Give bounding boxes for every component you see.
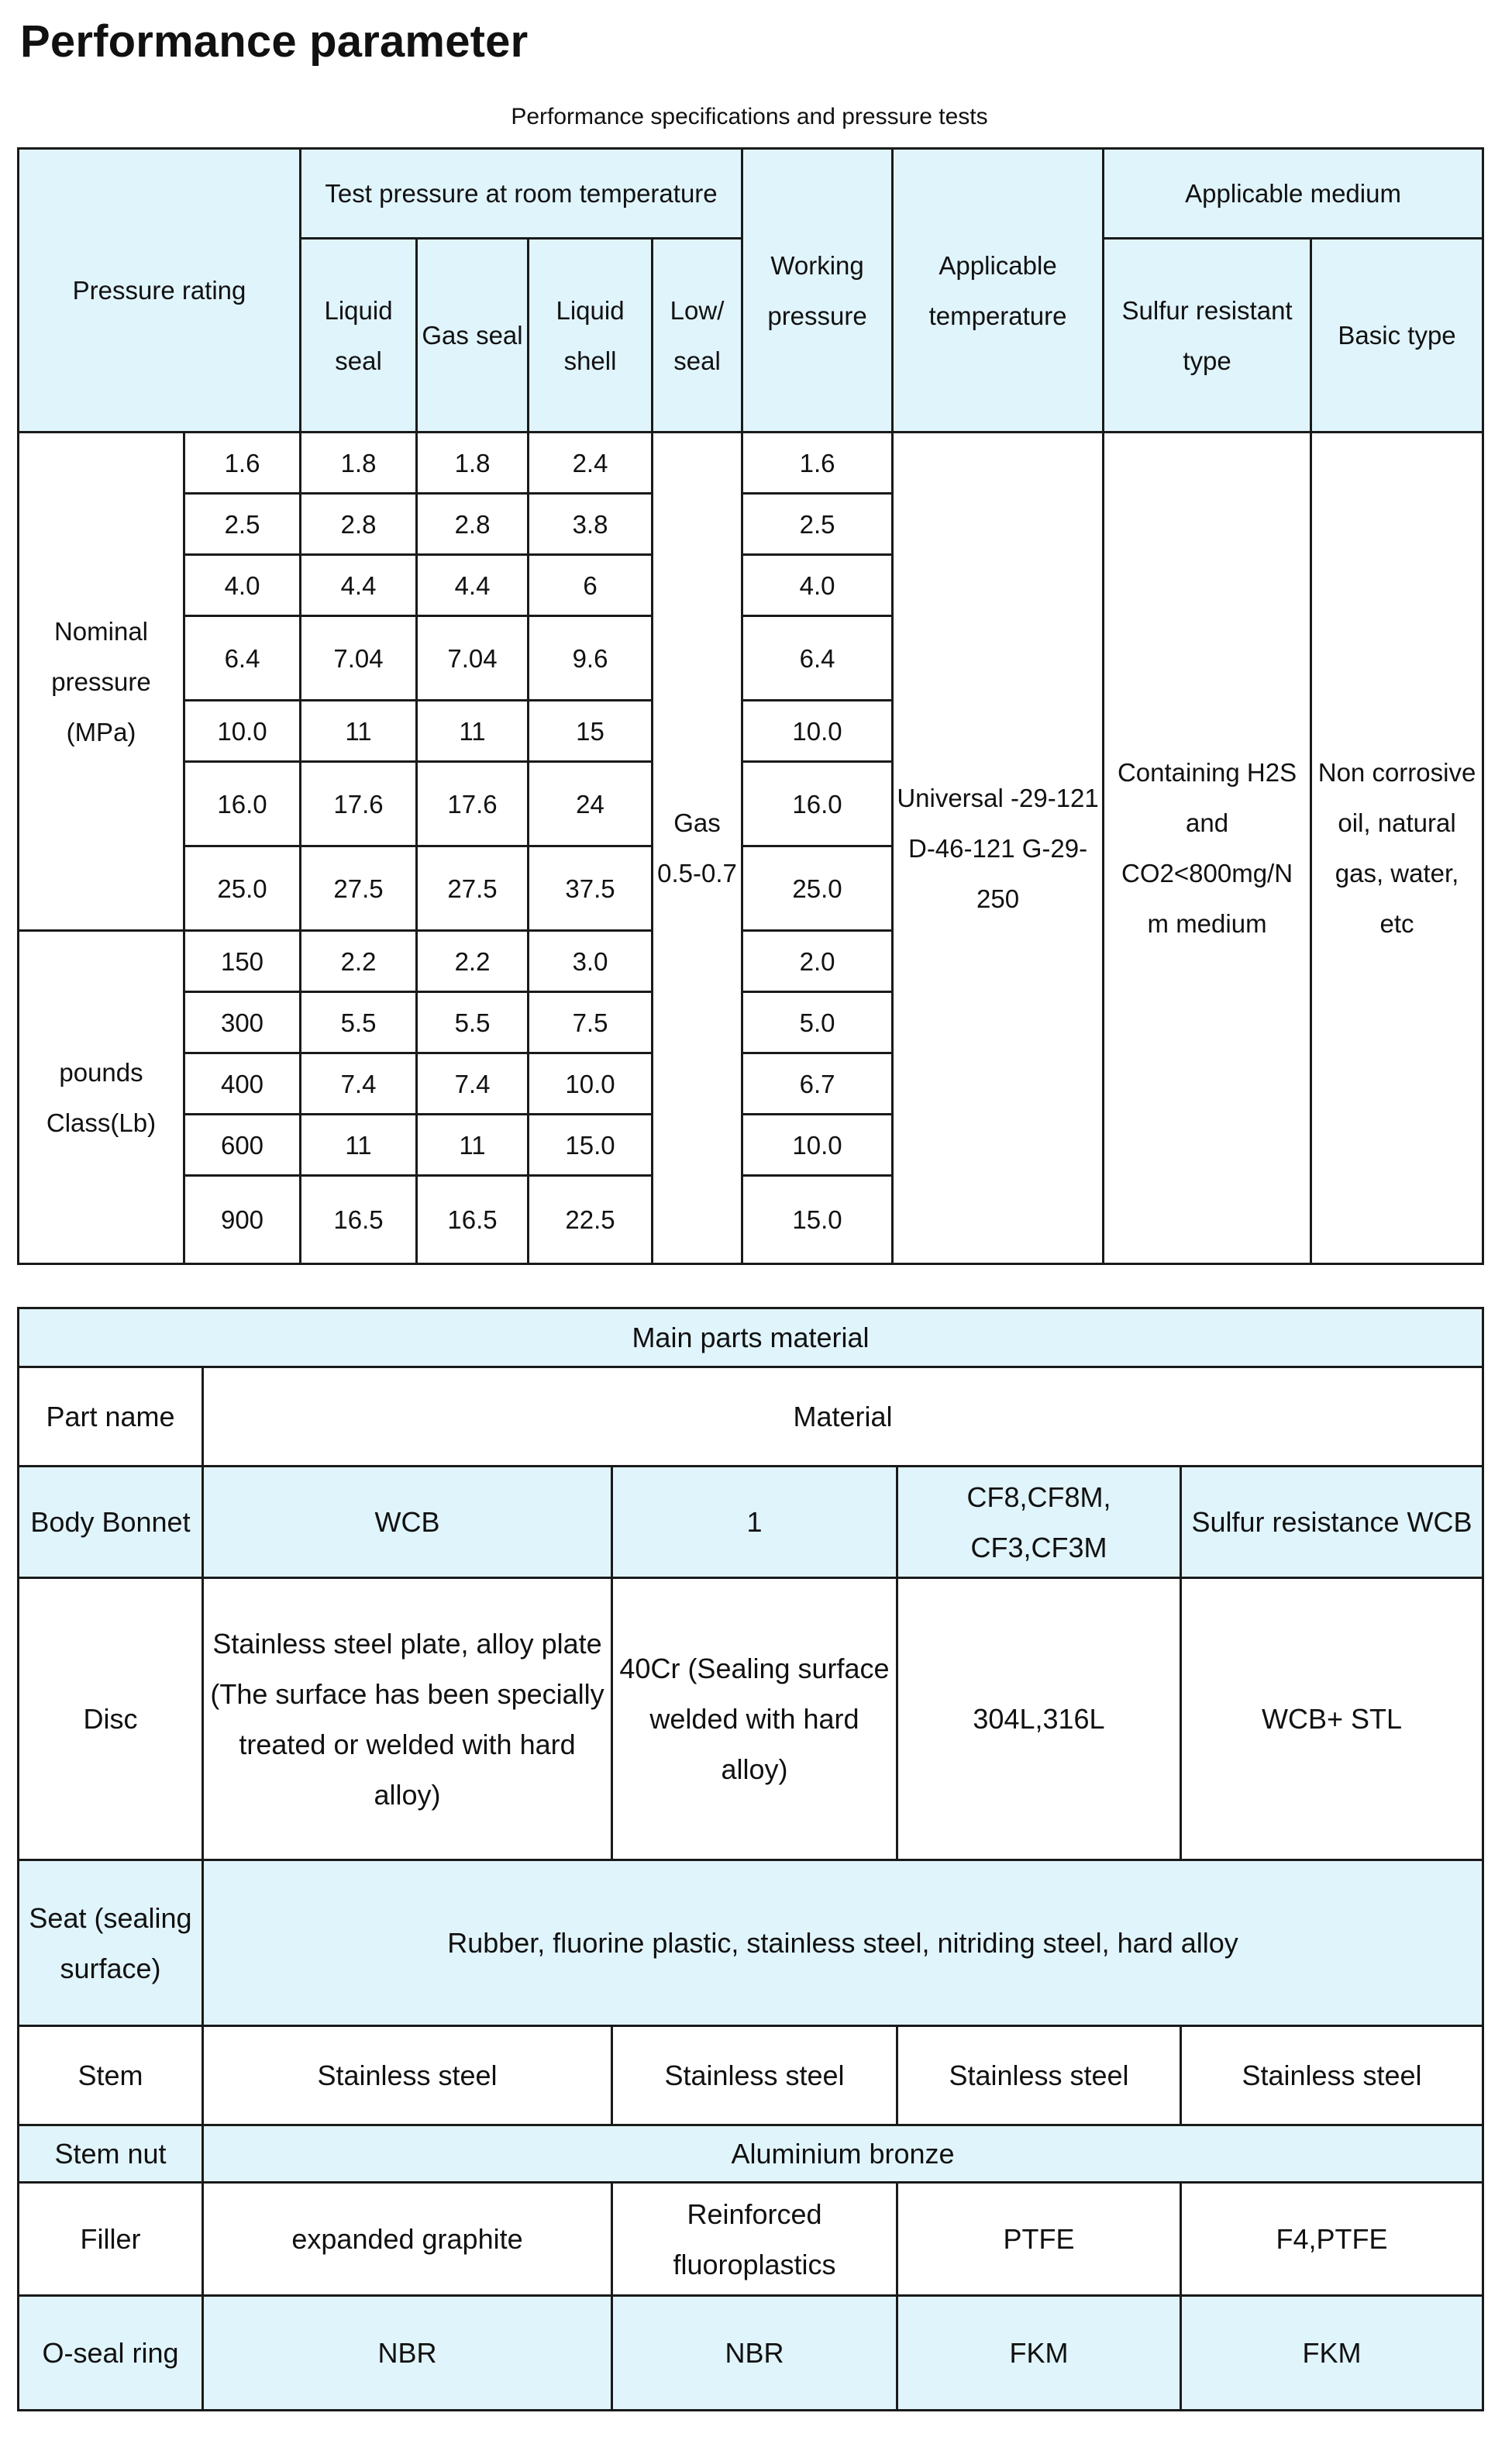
rating-cell: 300	[184, 992, 301, 1053]
header-gas-seal: Gas seal	[417, 239, 529, 433]
working-pressure-cell: 5.0	[742, 992, 893, 1053]
gas-seal-cell: 11	[417, 701, 529, 762]
rating-cell: 6.4	[184, 616, 301, 701]
working-pressure-cell: 15.0	[742, 1176, 893, 1264]
liquid-shell-cell: 6	[529, 555, 653, 616]
rating-cell: 1.6	[184, 433, 301, 494]
rating-cell: 16.0	[184, 762, 301, 846]
liquid-seal-cell: 11	[301, 701, 417, 762]
rating-cell: 400	[184, 1053, 301, 1115]
material-cell: NBR	[612, 2296, 897, 2411]
rating-cell: 900	[184, 1176, 301, 1264]
working-pressure-cell: 6.4	[742, 616, 893, 701]
part-name-cell: Stem	[19, 2026, 203, 2125]
liquid-shell-cell: 37.5	[529, 846, 653, 931]
rating-cell: 2.5	[184, 494, 301, 555]
gas-seal-cell: 4.4	[417, 555, 529, 616]
part-name-cell: Seat (sealing surface)	[19, 1860, 203, 2026]
working-pressure-cell: 16.0	[742, 762, 893, 846]
liquid-shell-cell: 22.5	[529, 1176, 653, 1264]
basic-medium-value: Non corrosive oil, natural gas, water, etc	[1311, 433, 1483, 1264]
gas-seal-cell: 16.5	[417, 1176, 529, 1264]
table-row	[19, 1467, 1483, 1578]
gas-seal-cell: 17.6	[417, 762, 529, 846]
material-cell: NBR	[203, 2296, 612, 2411]
liquid-shell-cell: 24	[529, 762, 653, 846]
material-cell: Reinforced fluoroplastics	[612, 2183, 897, 2296]
header-pressure-rating: Pressure rating	[19, 149, 301, 433]
material-cell: Stainless steel	[612, 2026, 897, 2125]
header-part-name: Part name	[19, 1367, 203, 1467]
liquid-seal-cell: 16.5	[301, 1176, 417, 1264]
part-name-cell: Filler	[19, 2183, 203, 2296]
working-pressure-cell: 25.0	[742, 846, 893, 931]
gas-seal-cell: 1.8	[417, 433, 529, 494]
material-cell: Stainless steel	[1181, 2026, 1483, 2125]
working-pressure-cell: 10.0	[742, 701, 893, 762]
gas-seal-cell: 7.04	[417, 616, 529, 701]
header-material: Material	[203, 1367, 1483, 1467]
material-cell: Stainless steel	[203, 2026, 612, 2125]
header-applicable-medium: Applicable medium	[1104, 149, 1483, 239]
liquid-seal-cell: 27.5	[301, 846, 417, 931]
material-cell: F4,PTFE	[1181, 2183, 1483, 2296]
working-pressure-cell: 1.6	[742, 433, 893, 494]
working-pressure-cell: 2.5	[742, 494, 893, 555]
temperature-value: Universal -29-121 D-46-121 G-29-250	[893, 433, 1104, 1264]
header-liquid-shell: Liquid shell	[529, 239, 653, 433]
material-cell: FKM	[1181, 2296, 1483, 2411]
table-row	[19, 2026, 1483, 2125]
header-test-pressure: Test pressure at room temperature	[301, 149, 742, 239]
part-name-cell: O-seal ring	[19, 2296, 203, 2411]
liquid-seal-cell: 17.6	[301, 762, 417, 846]
liquid-shell-cell: 3.0	[529, 931, 653, 992]
working-pressure-cell: 2.0	[742, 931, 893, 992]
rating-cell: 25.0	[184, 846, 301, 931]
liquid-seal-cell: 2.2	[301, 931, 417, 992]
table-row	[19, 2296, 1483, 2411]
table-row	[19, 1860, 1483, 2026]
gas-seal-cell: 7.4	[417, 1053, 529, 1115]
low-seal-value: Gas 0.5-0.7	[653, 433, 742, 1264]
rating-cell: 600	[184, 1115, 301, 1176]
material-cell: Aluminium bronze	[203, 2125, 1483, 2183]
performance-spec-table	[17, 147, 1484, 1265]
liquid-shell-cell: 15	[529, 701, 653, 762]
material-cell: WCB	[203, 1467, 612, 1578]
material-cell: FKM	[897, 2296, 1181, 2411]
liquid-shell-cell: 15.0	[529, 1115, 653, 1176]
liquid-seal-cell: 1.8	[301, 433, 417, 494]
liquid-shell-cell: 7.5	[529, 992, 653, 1053]
material-cell: CF8,CF8M, CF3,CF3M	[897, 1467, 1181, 1578]
material-cell: 1	[612, 1467, 897, 1578]
working-pressure-cell: 10.0	[742, 1115, 893, 1176]
gas-seal-cell: 2.2	[417, 931, 529, 992]
materials-title: Main parts material	[19, 1308, 1483, 1367]
table-row	[19, 2125, 1483, 2183]
header-working-pressure: Working pressure	[742, 149, 893, 433]
liquid-seal-cell: 7.4	[301, 1053, 417, 1115]
liquid-seal-cell: 11	[301, 1115, 417, 1176]
liquid-shell-cell: 3.8	[529, 494, 653, 555]
material-cell: 40Cr (Sealing surface welded with hard alloy)	[612, 1578, 897, 1860]
sulfur-medium-value: Containing H2S and CO2<800mg/N m medium	[1104, 433, 1311, 1264]
part-name-cell: Body Bonnet	[19, 1467, 203, 1578]
table-row	[19, 433, 1483, 494]
liquid-seal-cell: 2.8	[301, 494, 417, 555]
spec-table-caption: Performance specifications and pressure tests	[511, 104, 988, 129]
header-applicable-temperature: Applicable temperature	[893, 149, 1104, 433]
liquid-seal-cell: 5.5	[301, 992, 417, 1053]
material-cell: Stainless steel	[897, 2026, 1181, 2125]
materials-table	[17, 1307, 1484, 2411]
material-cell: Rubber, fluorine plastic, stainless steel, nitriding steel, hard alloy	[203, 1860, 1483, 2026]
liquid-shell-cell: 2.4	[529, 433, 653, 494]
material-cell: Sulfur resistance WCB	[1181, 1467, 1483, 1578]
part-name-cell: Stem nut	[19, 2125, 203, 2183]
header-sulfur-type: Sulfur resistant type	[1104, 239, 1311, 433]
table-row	[19, 1578, 1483, 1860]
material-cell: Stainless steel plate, alloy plate (The surface has been specially treated or welded with hard alloy)	[203, 1578, 612, 1860]
group-pounds-class: pounds Class(Lb)	[19, 931, 184, 1264]
page-title: Performance parameter	[20, 16, 529, 67]
header-liquid-seal: Liquid seal	[301, 239, 417, 433]
header-basic-type: Basic type	[1311, 239, 1483, 433]
rating-cell: 4.0	[184, 555, 301, 616]
rating-cell: 150	[184, 931, 301, 992]
working-pressure-cell: 6.7	[742, 1053, 893, 1115]
table-row	[19, 2183, 1483, 2296]
material-cell: PTFE	[897, 2183, 1181, 2296]
material-cell: expanded graphite	[203, 2183, 612, 2296]
group-nominal-pressure: Nominal pressure (MPa)	[19, 433, 184, 931]
rating-cell: 10.0	[184, 701, 301, 762]
header-low-seal: Low/ seal	[653, 239, 742, 433]
material-cell: WCB+ STL	[1181, 1578, 1483, 1860]
gas-seal-cell: 27.5	[417, 846, 529, 931]
gas-seal-cell: 2.8	[417, 494, 529, 555]
liquid-shell-cell: 10.0	[529, 1053, 653, 1115]
gas-seal-cell: 11	[417, 1115, 529, 1176]
liquid-seal-cell: 4.4	[301, 555, 417, 616]
working-pressure-cell: 4.0	[742, 555, 893, 616]
part-name-cell: Disc	[19, 1578, 203, 1860]
material-cell: 304L,316L	[897, 1578, 1181, 1860]
gas-seal-cell: 5.5	[417, 992, 529, 1053]
liquid-seal-cell: 7.04	[301, 616, 417, 701]
liquid-shell-cell: 9.6	[529, 616, 653, 701]
